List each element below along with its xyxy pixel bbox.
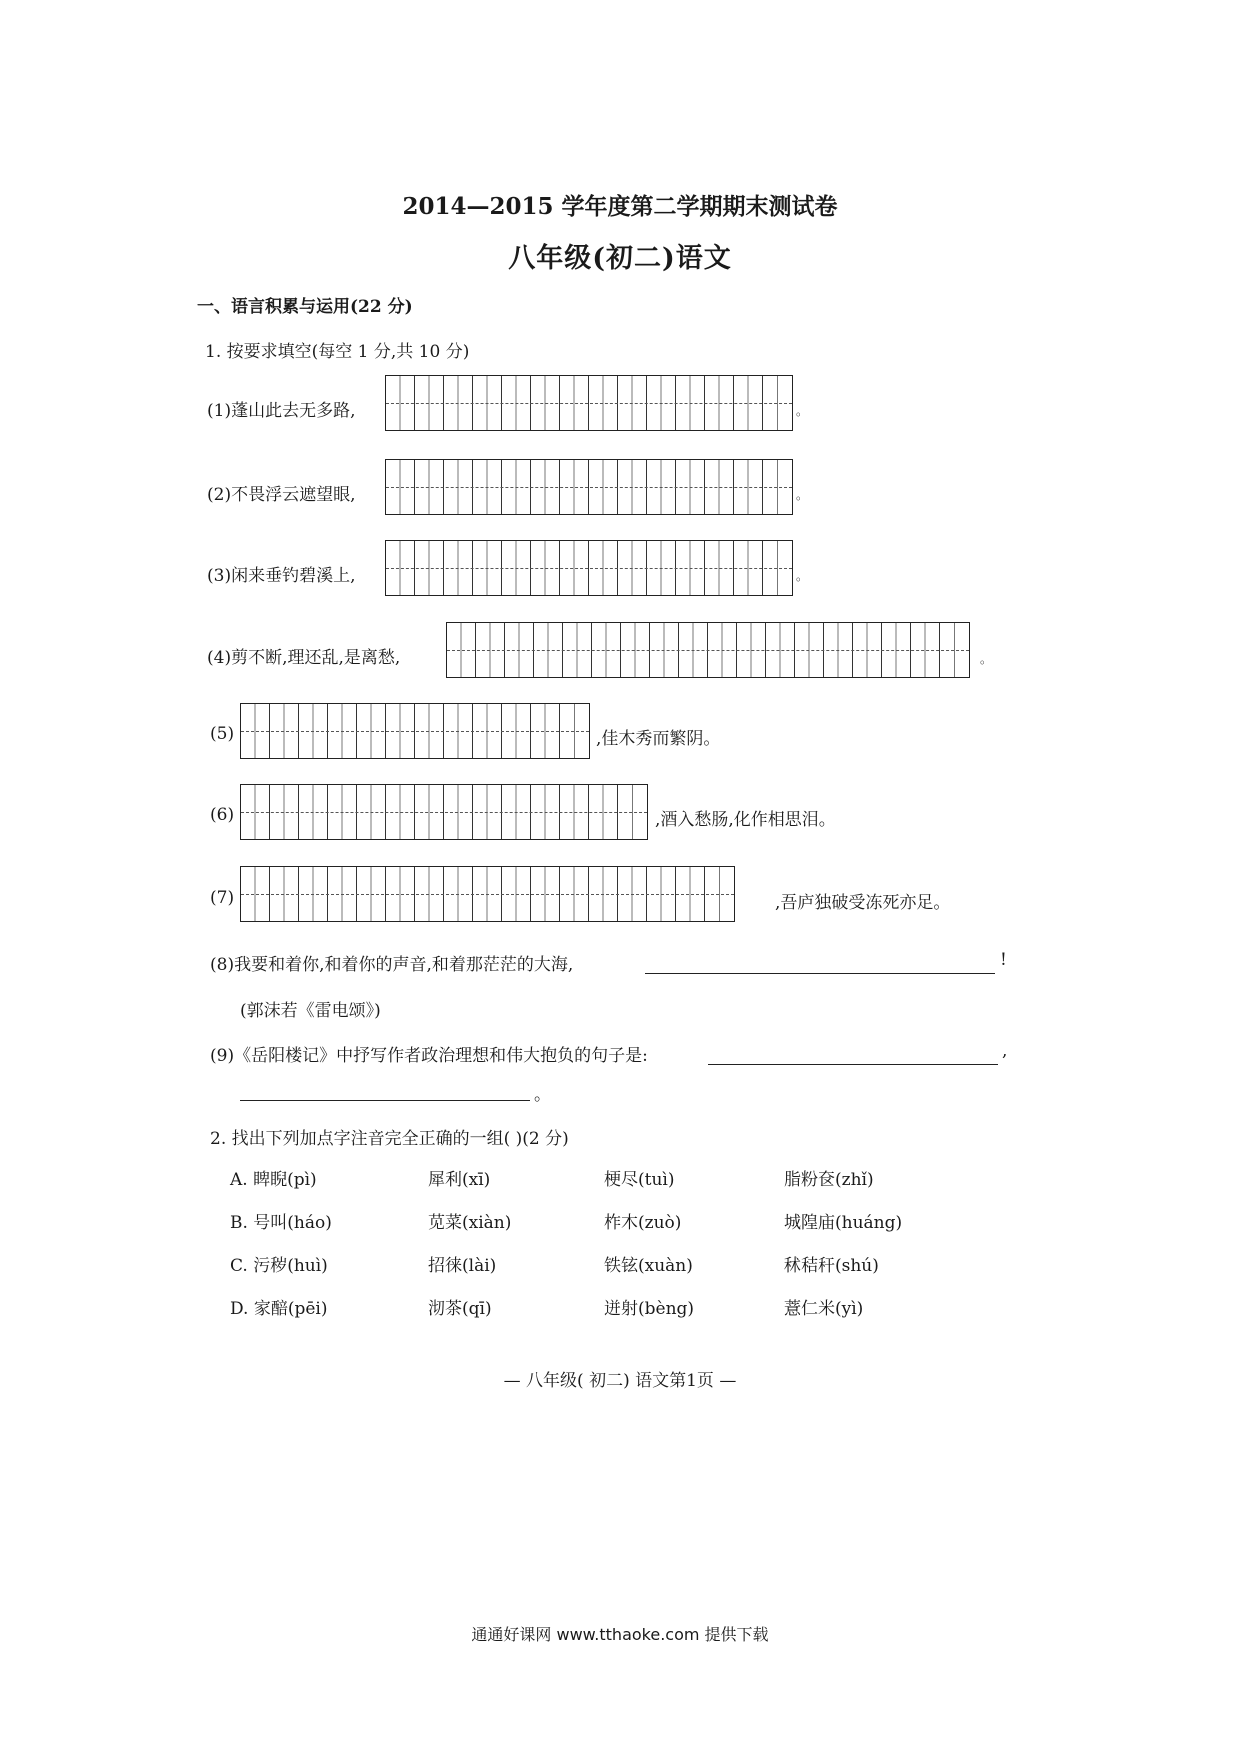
grid-cell[interactable] <box>766 623 795 677</box>
grid-cell[interactable] <box>589 460 618 514</box>
item-text: 不畏浮云遮望眼, <box>231 485 356 505</box>
question-2-prompt: 2. 找出下列加点字注音完全正确的一组( )(2 分) <box>210 1129 569 1149</box>
grid-cell[interactable] <box>737 623 766 677</box>
grid-cell[interactable] <box>647 460 676 514</box>
fill-item-9: (9)《岳阳楼记》中抒写作者政治理想和伟大抱负的句子是: <box>210 1046 648 1066</box>
grid-cell[interactable] <box>299 867 328 921</box>
grid-cell[interactable] <box>647 376 676 430</box>
grid-cell[interactable] <box>531 541 560 595</box>
item-number: (5) <box>210 724 235 744</box>
option-label[interactable]: C. 污秽(huì) <box>230 1256 328 1276</box>
grid-cell[interactable] <box>357 867 386 921</box>
grid-cell[interactable] <box>647 541 676 595</box>
grid-cell[interactable] <box>357 785 386 839</box>
option-word: 城隍庙(huáng) <box>784 1213 903 1233</box>
grid-cell[interactable] <box>676 376 705 430</box>
item-text: ,酒入愁肠,化作相思泪。 <box>655 810 836 830</box>
grid-cell[interactable] <box>560 704 589 758</box>
item-end: 。 <box>980 652 993 666</box>
grid-cell[interactable] <box>502 376 531 430</box>
grid-cell[interactable] <box>444 704 473 758</box>
grid-cell[interactable] <box>734 376 763 430</box>
grid-cell[interactable] <box>476 623 505 677</box>
grid-cell[interactable] <box>708 623 737 677</box>
grid-cell[interactable] <box>734 460 763 514</box>
grid-cell[interactable] <box>705 541 734 595</box>
grid-cell[interactable] <box>560 785 589 839</box>
grid-cell[interactable] <box>241 704 270 758</box>
grid-cell[interactable] <box>473 541 502 595</box>
grid-cell[interactable] <box>270 704 299 758</box>
grid-cell[interactable] <box>618 460 647 514</box>
grid-cell[interactable] <box>415 785 444 839</box>
page-title: 2014—2015 学年度第二学期期末测试卷 <box>402 193 838 220</box>
option-word: 迸射(bèng) <box>604 1299 695 1319</box>
grid-cell[interactable] <box>676 867 705 921</box>
grid-cell[interactable] <box>328 704 357 758</box>
item-text: ,佳木秀而繁阴。 <box>596 729 721 749</box>
grid-cell[interactable] <box>618 376 647 430</box>
grid-cell[interactable] <box>386 541 415 595</box>
fill-item-8: (8)我要和着你,和着你的声音,和着那茫茫的大海, <box>210 955 574 975</box>
grid-cell[interactable] <box>447 623 476 677</box>
item-text: 剪不断,理还乱,是离愁, <box>231 648 401 668</box>
grid-cell[interactable] <box>705 376 734 430</box>
option-label[interactable]: B. 号叫(háo) <box>230 1213 332 1233</box>
grid-cell[interactable] <box>705 867 734 921</box>
citation: (郭沫若《雷电颂》) <box>240 1001 381 1021</box>
answer-line[interactable] <box>645 973 995 974</box>
grid-cell[interactable] <box>589 867 618 921</box>
grid-cell[interactable] <box>560 460 589 514</box>
option-word: 梗尽(tuì) <box>604 1170 675 1190</box>
grid-cell[interactable] <box>502 460 531 514</box>
option-word: 沏茶(qī) <box>428 1299 492 1319</box>
grid-cell[interactable] <box>563 623 592 677</box>
grid-cell[interactable] <box>241 785 270 839</box>
section-heading: 一、语言积累与运用(22 分) <box>197 297 413 317</box>
option-word: 秫秸秆(shú) <box>784 1256 879 1276</box>
grid-cell[interactable] <box>241 867 270 921</box>
grid-cell[interactable] <box>415 460 444 514</box>
grid-cell[interactable] <box>531 376 560 430</box>
grid-cell[interactable] <box>618 541 647 595</box>
grid-cell[interactable] <box>705 460 734 514</box>
grid-cell[interactable] <box>502 704 531 758</box>
grid-cell[interactable] <box>763 376 792 430</box>
grid-cell[interactable] <box>618 785 647 839</box>
grid-cell[interactable] <box>679 623 708 677</box>
item-number: (6) <box>210 805 235 825</box>
grid-cell[interactable] <box>473 376 502 430</box>
grid-cell[interactable] <box>763 460 792 514</box>
grid-cell[interactable] <box>502 541 531 595</box>
question-1-prompt: 1. 按要求填空(每空 1 分,共 10 分) <box>205 342 470 362</box>
option-word: 脂粉奁(zhǐ) <box>784 1170 874 1190</box>
option-word: 招徕(lài) <box>428 1256 497 1276</box>
answer-grid[interactable] <box>240 866 735 922</box>
grid-cell[interactable] <box>444 460 473 514</box>
grid-cell[interactable] <box>444 376 473 430</box>
item-end: 。 <box>534 1085 551 1105</box>
answer-grid[interactable] <box>385 459 793 515</box>
item-text: ,吾庐独破受冻死亦足。 <box>775 893 951 913</box>
grid-cell[interactable] <box>444 541 473 595</box>
option-label[interactable]: D. 家醅(pēi) <box>230 1299 328 1319</box>
grid-cell[interactable] <box>415 541 444 595</box>
grid-cell[interactable] <box>618 867 647 921</box>
answer-grid[interactable] <box>446 622 970 678</box>
option-word: 薏仁米(yì) <box>784 1299 864 1319</box>
item-end: ! <box>1000 950 1007 970</box>
grid-cell[interactable] <box>444 867 473 921</box>
answer-grid[interactable] <box>240 703 590 759</box>
grid-cell[interactable] <box>299 704 328 758</box>
grid-cell[interactable] <box>328 785 357 839</box>
answer-line[interactable] <box>708 1064 998 1065</box>
item-comma: , <box>1002 1041 1008 1061</box>
grid-cell[interactable] <box>473 460 502 514</box>
grid-cell[interactable] <box>734 541 763 595</box>
item-end: 。 <box>796 569 809 583</box>
item-text: 闲来垂钓碧溪上, <box>231 566 356 586</box>
grid-cell[interactable] <box>415 867 444 921</box>
answer-grid[interactable] <box>385 375 793 431</box>
option-word: 柞木(zuò) <box>604 1213 682 1233</box>
grid-cell[interactable] <box>911 623 940 677</box>
grid-cell[interactable] <box>357 704 386 758</box>
grid-cell[interactable] <box>676 460 705 514</box>
grid-cell[interactable] <box>560 867 589 921</box>
page-number: — 八年级( 初二) 语文第1页 — <box>503 1371 737 1391</box>
grid-cell[interactable] <box>328 867 357 921</box>
grid-cell[interactable] <box>589 785 618 839</box>
option-label[interactable]: A. 睥睨(pì) <box>230 1170 317 1190</box>
grid-cell[interactable] <box>531 867 560 921</box>
grid-cell[interactable] <box>415 704 444 758</box>
grid-cell[interactable] <box>473 704 502 758</box>
page-subtitle: 八年级(初二)语文 <box>508 243 732 274</box>
grid-cell[interactable] <box>531 704 560 758</box>
grid-cell[interactable] <box>531 460 560 514</box>
item-text: 蓬山此去无多路, <box>231 401 356 421</box>
grid-cell[interactable] <box>589 376 618 430</box>
grid-cell[interactable] <box>502 785 531 839</box>
grid-cell[interactable] <box>386 867 415 921</box>
grid-cell[interactable] <box>882 623 911 677</box>
grid-cell[interactable] <box>473 867 502 921</box>
option-word: 犀利(xī) <box>428 1170 491 1190</box>
grid-cell[interactable] <box>650 623 679 677</box>
grid-cell[interactable] <box>270 785 299 839</box>
item-number: (4) <box>207 648 232 668</box>
grid-cell[interactable] <box>386 704 415 758</box>
grid-cell[interactable] <box>676 541 705 595</box>
grid-cell[interactable] <box>824 623 853 677</box>
grid-cell[interactable] <box>299 785 328 839</box>
grid-cell[interactable] <box>534 623 563 677</box>
item-end: 。 <box>796 404 809 418</box>
grid-cell[interactable] <box>647 867 676 921</box>
grid-cell[interactable] <box>473 785 502 839</box>
answer-grid[interactable] <box>385 540 793 596</box>
item-number: (3) <box>207 566 232 586</box>
footer-credit[interactable]: 通通好课网 www.tthaoke.com 提供下载 <box>471 1625 769 1644</box>
grid-cell[interactable] <box>560 376 589 430</box>
item-number: (1) <box>207 401 232 421</box>
grid-cell[interactable] <box>592 623 621 677</box>
grid-cell[interactable] <box>386 376 415 430</box>
grid-cell[interactable] <box>415 376 444 430</box>
grid-cell[interactable] <box>444 785 473 839</box>
answer-grid[interactable] <box>240 784 648 840</box>
grid-cell[interactable] <box>795 623 824 677</box>
grid-cell[interactable] <box>621 623 650 677</box>
grid-cell[interactable] <box>505 623 534 677</box>
answer-line[interactable] <box>240 1100 530 1101</box>
option-word: 铁铉(xuàn) <box>604 1256 693 1276</box>
grid-cell[interactable] <box>560 541 589 595</box>
item-number: (2) <box>207 485 232 505</box>
grid-cell[interactable] <box>386 785 415 839</box>
grid-cell[interactable] <box>589 541 618 595</box>
option-word: 苋菜(xiàn) <box>428 1213 512 1233</box>
grid-cell[interactable] <box>853 623 882 677</box>
grid-cell[interactable] <box>386 460 415 514</box>
grid-cell[interactable] <box>763 541 792 595</box>
grid-cell[interactable] <box>270 867 299 921</box>
item-number: (7) <box>210 888 235 908</box>
grid-cell[interactable] <box>940 623 969 677</box>
grid-cell[interactable] <box>531 785 560 839</box>
grid-cell[interactable] <box>502 867 531 921</box>
item-end: 。 <box>796 488 809 502</box>
